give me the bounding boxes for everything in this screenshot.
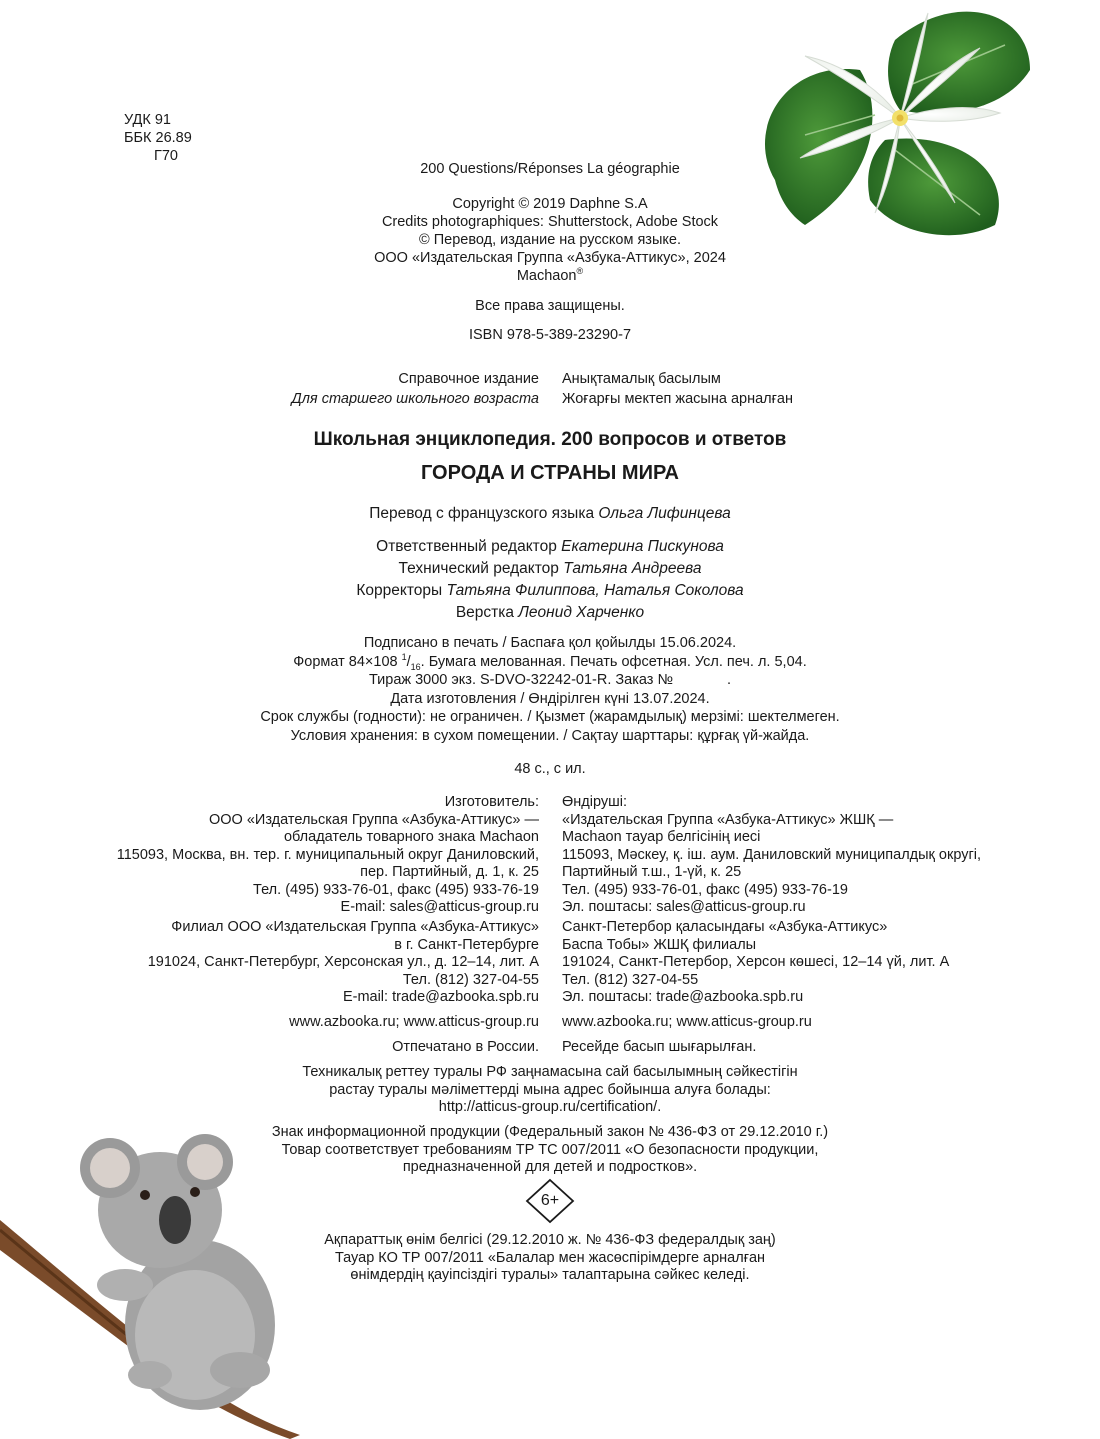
manufacturer-line: 115093, Москва, вн. тер. г. муниципальный округ Даниловский, <box>116 846 539 863</box>
manufacturer-line: обладатель товарного знака Machaon <box>283 829 539 845</box>
page-count: 48 с., с ил. <box>514 761 586 777</box>
made-date: Дата изготовления / Өндірілген күні 13.07.2024. <box>390 690 710 707</box>
credit-label: Верстка <box>455 604 519 621</box>
format-suffix: . Бумага мелованная. Печать офсетная. Усл. печ. л. 5,04. <box>420 653 807 670</box>
service-life: Срок службы (годности): не ограничен. / Қызмет (жарамдылық) мерзімі: шектелмеген. <box>260 709 840 725</box>
registered-mark: ® <box>576 266 584 277</box>
format-denominator: 16 <box>410 661 421 672</box>
branch-line: Тел. (812) 327-04-55 <box>402 971 539 988</box>
info-sign-line: Ақпараттық өнім белгісі (29.12.2010 ж. № 436-ФЗ федералдық заң) <box>324 1232 776 1248</box>
info-sign-line: Знак информационной продукции (Федеральный закон № 436-ФЗ от 29.12.2010 г.) <box>271 1124 829 1140</box>
branch-line: 191024, Санкт-Петербор, Херсон көшесі, 12–14 үй, лит. А <box>562 954 950 970</box>
manufacturer-line: Изготовитель: <box>444 794 539 810</box>
udk-block <box>124 111 192 165</box>
brand-name: Machaon <box>516 268 577 284</box>
credit-name: Татьяна Андреева <box>563 560 702 577</box>
certification-kz <box>0 1064 1100 1117</box>
manufacturer-line: Тел. (495) 933-76-01, факс (495) 933-76-19 <box>562 881 848 898</box>
branch-line: Баспа Тобы» ЖШҚ филиалы <box>562 936 757 953</box>
book-title: ГОРОДА И СТРАНЫ МИРА <box>420 462 679 484</box>
manufacturer-line: Партийный т.ш., 1-үй, к. 25 <box>562 864 742 880</box>
manufacturer-line: 115093, Мәскеу, қ. іш. аум. Даниловский муниципалдық округі, <box>562 846 982 863</box>
copyright-line: Credits photographiques: Shutterstock, Adobe Stock <box>381 214 719 230</box>
manufacturer-line: E-mail: sales@atticus-group.ru <box>340 899 539 915</box>
websites-ru: www.azbooka.ru; www.atticus-group.ru <box>289 1014 539 1030</box>
manufacturer-line: Machaon тауар белгісінің иесі <box>562 829 761 845</box>
age-group-ru: Для старшего школьного возраста <box>291 391 539 407</box>
circulation-end: . <box>727 672 732 688</box>
copyright-line: ООО «Издательская Группа «Азбука-Аттикус», 2024 <box>374 250 726 266</box>
branch-line: в г. Санкт-Петербурге <box>394 936 539 953</box>
manufacturer-line: Эл. поштасы: sales@atticus-group.ru <box>562 899 806 915</box>
manufacturer-line: Тел. (495) 933-76-01, факс (495) 933-76-19 <box>253 881 539 898</box>
manufacturer-ru <box>117 794 539 917</box>
format-line: Формат 84×108 $^1/_{16}$. Бумага мелованная. Печать офсетная. Усл. печ. л. 5,04. <box>293 651 807 672</box>
manufacturer-line: Өндіруші: <box>562 794 628 810</box>
certification-line: http://atticus-group.ru/certification/. <box>438 1099 662 1115</box>
credit-label: Ответственный редактор <box>376 538 562 555</box>
translation-credit <box>0 503 1100 525</box>
credit-line <box>0 536 1100 558</box>
printed-in-russia-kz: Ресейде басып шығарылған. <box>562 1039 757 1055</box>
credit-line <box>0 602 1100 624</box>
author-mark: Г70 <box>154 148 178 164</box>
credit-line <box>0 580 1100 602</box>
manufacturer-line: пер. Партийный, д. 1, к. 25 <box>360 864 539 880</box>
manufacturer-line: ООО «Издательская Группа «Азбука-Аттикус» — <box>209 811 539 828</box>
info-sign-ru <box>0 1124 1100 1177</box>
credits-block <box>0 536 1100 624</box>
edition-type-ru: Справочное издание <box>398 371 539 387</box>
copyright-block <box>0 195 1100 285</box>
copyright-line: © Перевод, издание на русском языке. <box>419 232 681 248</box>
branch-line: Эл. поштасы: trade@azbooka.spb.ru <box>562 989 804 1005</box>
branch-kz <box>562 919 949 1007</box>
credit-name: Татьяна Филиппова, Наталья Соколова <box>446 582 744 599</box>
credit-name: Леонид Харченко <box>518 604 645 621</box>
credit-label: Технический редактор <box>398 560 564 577</box>
branch-line: 191024, Санкт-Петербург, Херсонская ул., д. 12–14, лит. А <box>147 954 539 970</box>
info-sign-line: предназначенной для детей и подростков». <box>402 1159 698 1175</box>
credit-line <box>0 558 1100 580</box>
isbn: ISBN 978-5-389-23290-7 <box>468 327 632 343</box>
branch-line: E-mail: trade@azbooka.spb.ru <box>342 989 539 1005</box>
branch-ru <box>148 919 539 1007</box>
credit-label: Корректоры <box>356 582 447 599</box>
copyright-line: Copyright © 2019 Daphne S.A <box>452 196 648 212</box>
brand-line <box>0 267 1100 285</box>
printed-in-russia-ru: Отпечатано в России. <box>392 1039 539 1055</box>
branch-line: Санкт-Петербор қаласындағы «Азбука-Аттикус» <box>562 919 888 935</box>
format-prefix: Формат 84×108 <box>293 653 398 670</box>
credit-name: Ольга Лифинцева <box>598 505 731 522</box>
circulation-text: Тираж 3000 экз. S-DVO-32242-01-R. Заказ № <box>368 672 674 688</box>
info-sign-line: өнімдердің қауіпсіздігі туралы» талаптарына сәйкес келеді. <box>350 1267 750 1283</box>
bbk-code: ББК 26.89 <box>124 130 192 146</box>
manufacturer-kz <box>562 794 981 917</box>
age-rating-text: 6+ <box>540 1192 560 1209</box>
branch-line: Тел. (812) 327-04-55 <box>562 971 699 988</box>
circulation-line <box>0 671 1100 690</box>
age-rating-badge <box>525 1178 575 1224</box>
info-sign-kz <box>0 1232 1100 1285</box>
age-group-kz: Жоғарғы мектеп жасына арналған <box>562 391 793 407</box>
manufacturer-line: «Издательская Группа «Азбука-Аттикус» ЖШҚ — <box>562 811 894 828</box>
websites-kz: www.azbooka.ru; www.atticus-group.ru <box>562 1014 812 1030</box>
branch-line: Филиал ООО «Издательская Группа «Азбука-Аттикус» <box>171 919 539 935</box>
certification-line: растау туралы мәліметтерді мына адрес бойынша алуға болады: <box>329 1081 771 1098</box>
credit-label: Перевод с французского языка <box>369 505 599 522</box>
signed-date: Подписано в печать / Баспаға қол қойылды 15.06.2024. <box>363 635 737 651</box>
print-info <box>0 634 1100 745</box>
rights-reserved: Все права защищены. <box>475 298 625 314</box>
certification-line: Техникалық реттеу туралы РФ заңнамасына сай басылымның сәйкестігін <box>302 1064 798 1080</box>
series-title: Школьная энциклопедия. 200 вопросов и ответов <box>313 429 787 450</box>
original-title: 200 Questions/Réponses La géographie <box>420 161 680 177</box>
format-numerator: 1 <box>401 651 407 662</box>
storage-conditions: Условия хранения: в сухом помещении. / Сақтау шарттары: құрғақ үй-жайда. <box>290 727 810 744</box>
info-sign-line: Товар соответствует требованиям ТР ТС 007/2011 «О безопасности продукции, <box>281 1141 819 1158</box>
edition-type-kz: Анықтамалық басылым <box>562 371 721 387</box>
info-sign-line: Тауар КО ТР 007/2011 «Балалар мен жасөспірімдерге арналған <box>334 1249 766 1266</box>
credit-name: Екатерина Пискунова <box>561 538 724 555</box>
udk-code: УДК 91 <box>124 112 171 128</box>
